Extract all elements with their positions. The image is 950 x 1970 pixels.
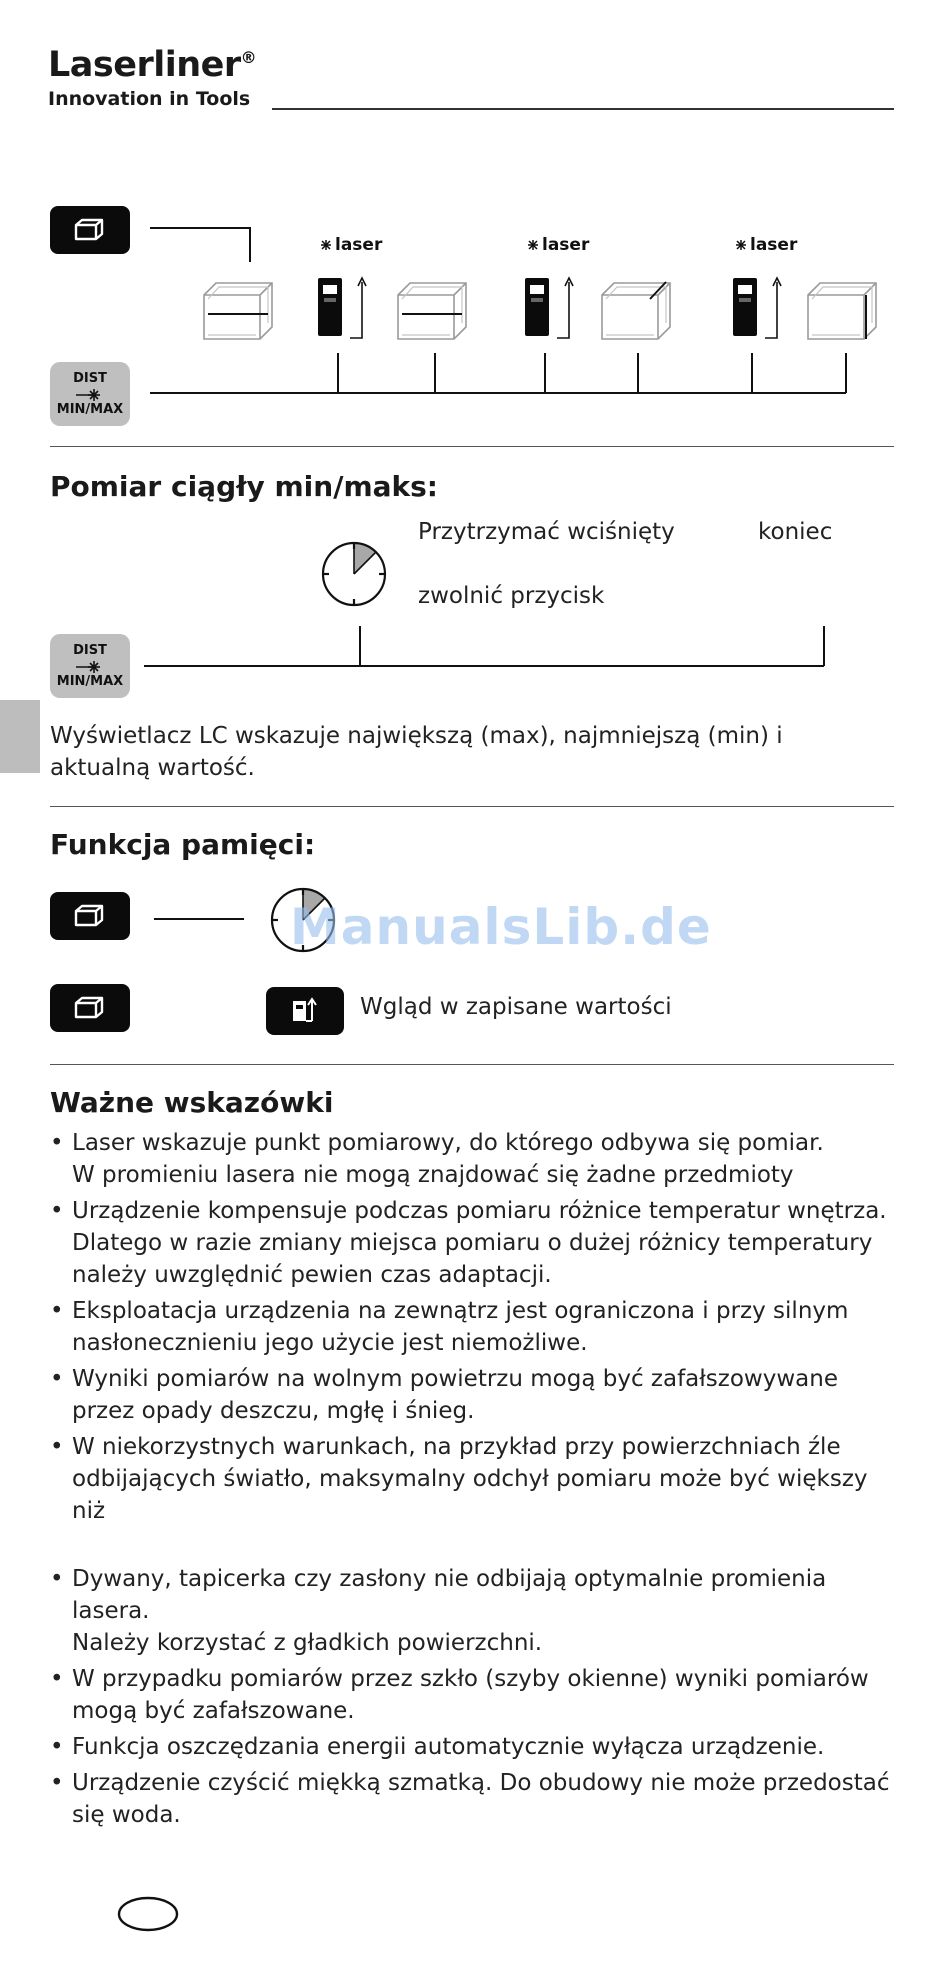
header-rule [272,108,894,110]
box-length [398,283,466,339]
note-item: • Eksploatacja urządzenia na zewnątrz jest ograniczona i przy silnym nasłonecznieniu jego użycie jest niemożliwe. [50,1295,900,1359]
measuring-device-2 [525,278,549,336]
timer-icon [318,538,390,610]
cube-icon [50,206,130,254]
dist-label: DIST [73,371,107,386]
area-volume-diagram [140,220,900,400]
function-button-recall[interactable] [50,984,130,1032]
minmax-label: MIN/MAX [56,402,124,417]
dist-minmax-button[interactable] [50,362,130,426]
laser-star-icon [736,240,746,250]
registered-mark: ® [240,48,257,67]
memory-heading: Funkcja pamięci: [50,828,316,861]
section-divider [50,1064,894,1065]
cube-icon [50,984,130,1032]
function-button-memory[interactable] [50,892,130,940]
note-item: • W przypadku pomiarów przez szkło (szyby okienne) wyniki pomiarów mogą być zafałszowane. [50,1663,900,1727]
note-item: • W niekorzystnych warunkach, na przykład przy powierzchniach źle odbijających światło, maksymalny odchył pomiaru może być większy niż [50,1431,900,1527]
laser-label-2: laser [542,235,590,255]
note-item: • Wyniki pomiarów na wolnym powietrzu mogą być zafałszowywane przez opady deszczu, mgłę i śnieg. [50,1363,900,1427]
measuring-device-1 [318,278,342,336]
memory-connector [154,918,244,920]
section-divider [50,806,894,807]
dist-label: DIST [73,643,107,658]
cube-icon [50,892,130,940]
memory-view-label: Wgląd w zapisane wartości [360,994,672,1020]
hold-label: Przytrzymać wciśnięty [418,519,675,545]
continuous-timeline [140,620,830,670]
laser-label-3: laser [750,235,798,255]
note-item: • Urządzenie czyścić miękką szmatką. Do obudowy nie może przedostać się woda. [50,1767,900,1831]
box-width [602,283,670,339]
note-item: • Dywany, tapicerka czy zasłony nie odbijają optymalnie promienia lasera. Należy korzystać z gładkich powierzchni. [50,1563,900,1659]
measuring-device-3 [733,278,757,336]
dist-minmax-button-2[interactable] [50,634,130,698]
laser-star-icon [321,240,331,250]
laser-label-1: laser [335,235,383,255]
page-number-oval [116,1894,180,1934]
memory-view-button[interactable] [266,987,344,1035]
lc-display-description: Wyświetlacz LC wskazuje największą (max), najmniejszą (min) i aktualną wartość. [50,723,783,781]
box-initial [204,283,272,339]
brand-logo [48,45,257,85]
section-divider [50,446,894,447]
brand-tagline: Innovation in Tools [48,88,251,110]
watermark: ManualsLib.de [290,898,712,956]
note-item: • Laser wskazuje punkt pomiarowy, do którego odbywa się pomiar. W promieniu lasera nie mogą znajdować się żadne przedmioty [50,1127,900,1191]
function-button[interactable] [50,206,130,254]
release-label: zwolnić przycisk [418,583,605,609]
laser-star-icon [528,240,538,250]
brand-name: Laserliner [48,45,241,85]
end-label: koniec [758,519,833,545]
minmax-label: MIN/MAX [56,674,124,689]
notes-list [50,1127,900,1831]
page-edge-tab [0,700,40,773]
note-item: • Urządzenie kompensuje podczas pomiaru różnice temperatur wnętrza. Dlatego w razie zmiany miejsca pomiaru o dużej różnicy temperatury należy uwzględnić pewien czas adaptacji. [50,1195,900,1291]
notes-heading: Ważne wskazówki [50,1086,334,1119]
device-memory-icon [266,987,344,1035]
continuous-heading: Pomiar ciągły min/maks: [50,470,438,503]
note-item: • Funkcja oszczędzania energii automatycznie wyłącza urządzenie. [50,1731,900,1763]
